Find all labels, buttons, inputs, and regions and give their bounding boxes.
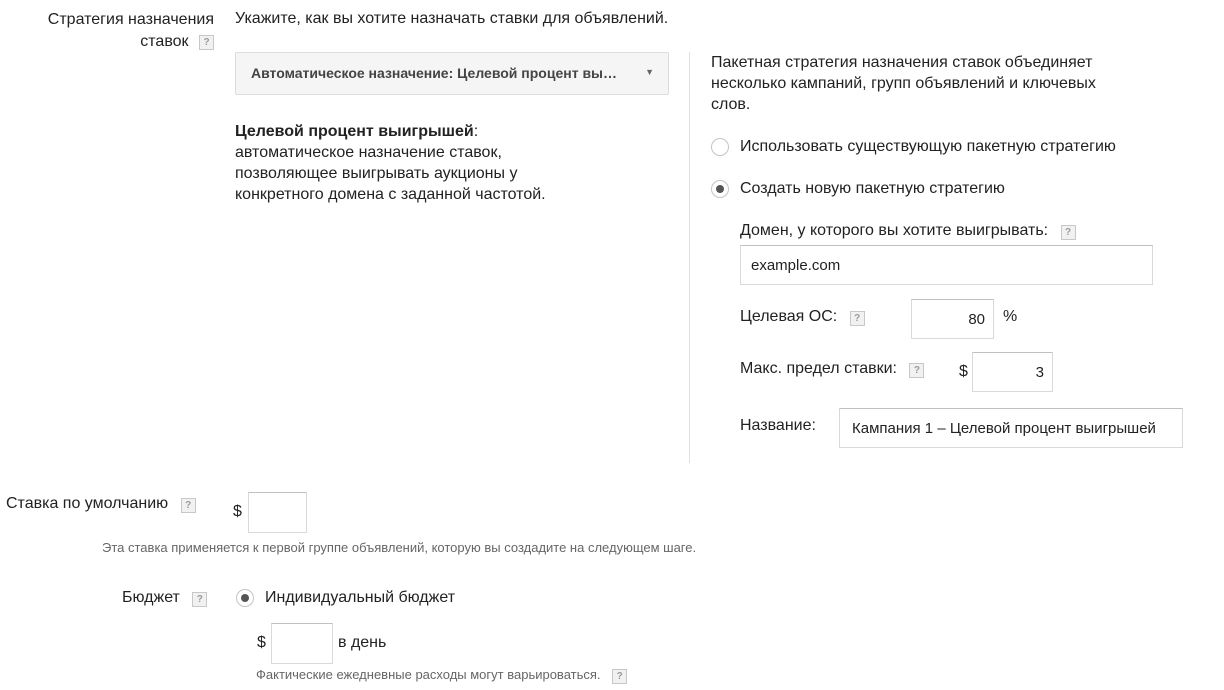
radio-new-portfolio[interactable]	[711, 180, 729, 198]
portfolio-info-line1: Пакетная стратегия назначения ставок объединяет	[711, 54, 1093, 71]
maxbid-currency: $	[959, 363, 968, 380]
target-input[interactable]	[911, 299, 994, 339]
maxbid-help-icon[interactable]: ?	[909, 363, 924, 378]
budget-currency: $	[257, 634, 266, 651]
radio-individual-budget[interactable]	[236, 589, 254, 607]
strategy-prompt: Укажите, как вы хотите назначать ставки для объявлений.	[235, 10, 669, 27]
default-bid-label-row	[6, 494, 196, 514]
budget-label: Бюджет	[122, 589, 180, 606]
strategy-description-title-row	[235, 121, 675, 142]
domain-input[interactable]	[740, 245, 1153, 285]
bid-strategy-dropdown[interactable]	[235, 52, 669, 95]
budget-per-day: в день	[338, 634, 387, 651]
domain-label-row	[740, 221, 1076, 241]
budget-input[interactable]	[271, 623, 333, 664]
strategy-description-line3: конкретного домена с заданной частотой.	[235, 186, 546, 203]
vertical-divider	[689, 52, 690, 463]
radio-individual-budget-label[interactable]: Индивидуальный бюджет	[265, 589, 456, 606]
portfolio-info-line3: слов.	[711, 96, 751, 113]
strategy-label-line2: ставок	[140, 33, 189, 50]
chevron-down-icon: ▼	[645, 67, 654, 77]
radio-new-portfolio-label[interactable]: Создать новую пакетную стратегию	[740, 180, 1005, 197]
target-label-row	[740, 307, 865, 327]
radio-existing-portfolio-label[interactable]: Использовать существующую пакетную стратегию	[740, 138, 1116, 155]
portfolio-info-line2: несколько кампаний, групп объявлений и ключевых	[711, 75, 1096, 92]
name-input[interactable]	[839, 408, 1183, 448]
radio-existing-portfolio[interactable]	[711, 138, 729, 156]
default-bid-currency: $	[233, 503, 242, 520]
target-unit: %	[1003, 308, 1018, 325]
maxbid-label-row	[740, 359, 924, 379]
budget-label-row	[122, 588, 207, 608]
portfolio-info	[711, 52, 1096, 115]
strategy-label-line1: Стратегия назначения	[47, 11, 214, 28]
maxbid-label: Макс. предел ставки:	[740, 360, 897, 377]
target-help-icon[interactable]: ?	[850, 311, 865, 326]
maxbid-input[interactable]	[972, 352, 1053, 392]
domain-help-icon[interactable]: ?	[1061, 225, 1076, 240]
strategy-label-line2-row	[48, 31, 214, 53]
default-bid-input[interactable]	[248, 492, 307, 533]
default-bid-note: Эта ставка применяется к первой группе объявлений, которую вы создадите на следующем шаге.	[102, 540, 697, 555]
budget-note: Фактические ежедневные расходы могут варьироваться.	[256, 667, 601, 682]
strategy-description-line1: автоматическое назначение ставок,	[235, 144, 502, 161]
name-label: Название:	[740, 417, 816, 434]
strategy-description-title: Целевой процент выигрышей	[235, 123, 474, 140]
default-bid-help-icon[interactable]: ?	[181, 498, 196, 513]
strategy-label	[48, 9, 214, 53]
strategy-help-icon[interactable]: ?	[199, 35, 214, 50]
target-label: Целевая ОС:	[740, 308, 838, 325]
budget-note-row	[256, 667, 627, 684]
strategy-description-colon: :	[473, 123, 479, 140]
bid-strategy-dropdown-value: Автоматическое назначение: Целевой процент вы…	[251, 65, 618, 81]
strategy-description-line2: позволяющее выигрывать аукционы у	[235, 165, 518, 182]
domain-label: Домен, у которого вы хотите выигрывать:	[740, 222, 1049, 239]
strategy-description	[235, 121, 675, 205]
budget-help-icon[interactable]: ?	[192, 592, 207, 607]
budget-note-help-icon[interactable]: ?	[612, 669, 627, 684]
default-bid-label: Ставка по умолчанию	[6, 495, 169, 512]
